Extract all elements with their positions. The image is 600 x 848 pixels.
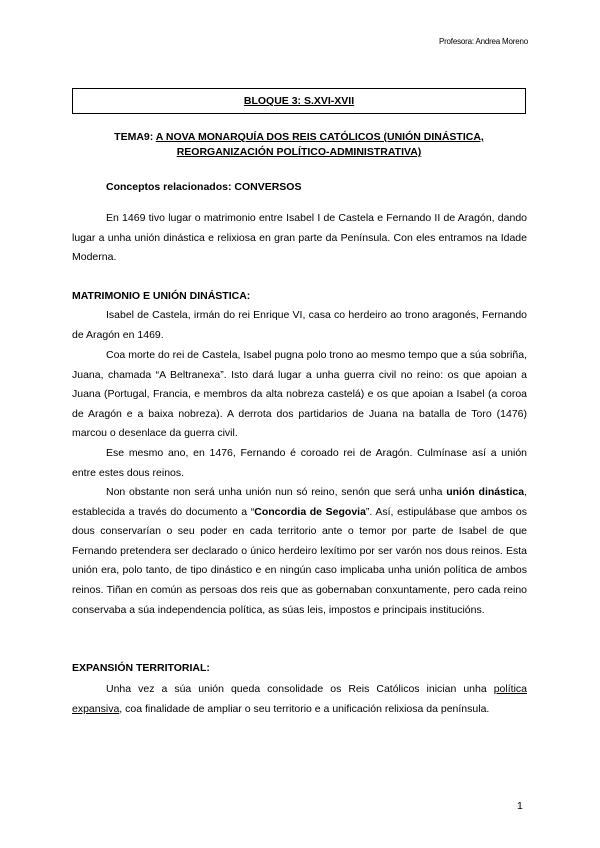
tema-title (72, 130, 526, 160)
section-heading-expansion: EXPANSIÓN TERRITORIAL: (72, 662, 210, 674)
tema-line2: REORGANIZACIÓN POLÍTICO-ADMINISTRATIVA) (176, 146, 422, 158)
block-title-box (72, 88, 526, 114)
exp-underlined: política expansiva (72, 683, 527, 715)
paragraph-isabel: Isabel de Castela, irmán do rei Enrique VI, casa co herdeiro ao trono aragonés, Fernando de Aragón en 1469. (72, 309, 527, 341)
p4-text-a: Non obstante non será unha unión nun só reino, senón que será unha (106, 486, 447, 498)
author-header: Profesora: Andrea Moreno (438, 37, 528, 46)
tema-prefix: TEMA9: (114, 131, 156, 143)
block-title: BLOQUE 3: S.XVI-XVII (243, 95, 355, 107)
intro-paragraph: En 1469 tivo lugar o matrimonio entre Isabel I de Castela e Fernando II de Aragón, dando lugar a unha unión dinástica e relixiosa en gran parte da Península. Con eles entramos na Idade Moderna. (72, 212, 527, 264)
exp-text-a: Unha vez a súa unión queda consolidade os Reis Católicos inician unha (106, 683, 494, 695)
page-number: 1 (517, 800, 523, 812)
paragraph-expansion (72, 680, 527, 719)
related-concepts: Conceptos relacionados: CONVERSOS (106, 181, 302, 193)
exp-text-b: , coa finalidade de ampliar o seu territorio e a unificación relixiosa da península. (119, 702, 490, 715)
paragraph-dynastic-union (72, 483, 527, 620)
tema-line1: A NOVA MONARQUÍA DOS REIS CATÓLICOS (UNIÓN DINÁSTICA, (155, 131, 484, 143)
p4-bold-concordia: Concordia de Segovia (254, 505, 366, 518)
paragraph-civil-war: Coa morte do rei de Castela, Isabel pugna polo trono ao mesmo tempo que a súa sobriña, Juana, chamada “A Beltranexa”. Isto dará lugar a unha guerra civil no reino: os que apoian a Juana (Portugal, Francia, e membros da alta nobreza castelá) e os que apoian a Isabel (a coroa de Aragón e a baixa nobreza). A derrota dos partidarios de Juana na batalla de Toro (1476) marcou o desenlace da guerra civil. (72, 349, 527, 440)
p4-text-b: , establecida a través do documento a “ (72, 486, 527, 518)
section-heading-matrimonio: MATRIMONIO E UNIÓN DINÁSTICA: (72, 290, 251, 302)
paragraph-coronation: Ese mesmo ano, en 1476, Fernando é coroado rei de Aragón. Culmínase así a unión entre estes dous reinos. (72, 447, 527, 479)
p4-bold-union: unión dinástica (446, 486, 525, 498)
p4-text-c: ”. Así, estipulábase que ambos os dous conservarían o seu poder en cada territorio ante o temor por parte de Isabel de que Fernando pretendera ser declarado o único herdeiro lexítimo por ser varón nos dous reinos. Esta unión era, polo tanto, de tipo dinástico e en ningún caso implicaba unha unión política de ambos reinos. Tiñan en común as persoas dos reis que as gobernaban conxuntamente, pero cada reino conservaba a súa independencia política, as súas leis, impostos e principais institucións. (72, 505, 528, 616)
